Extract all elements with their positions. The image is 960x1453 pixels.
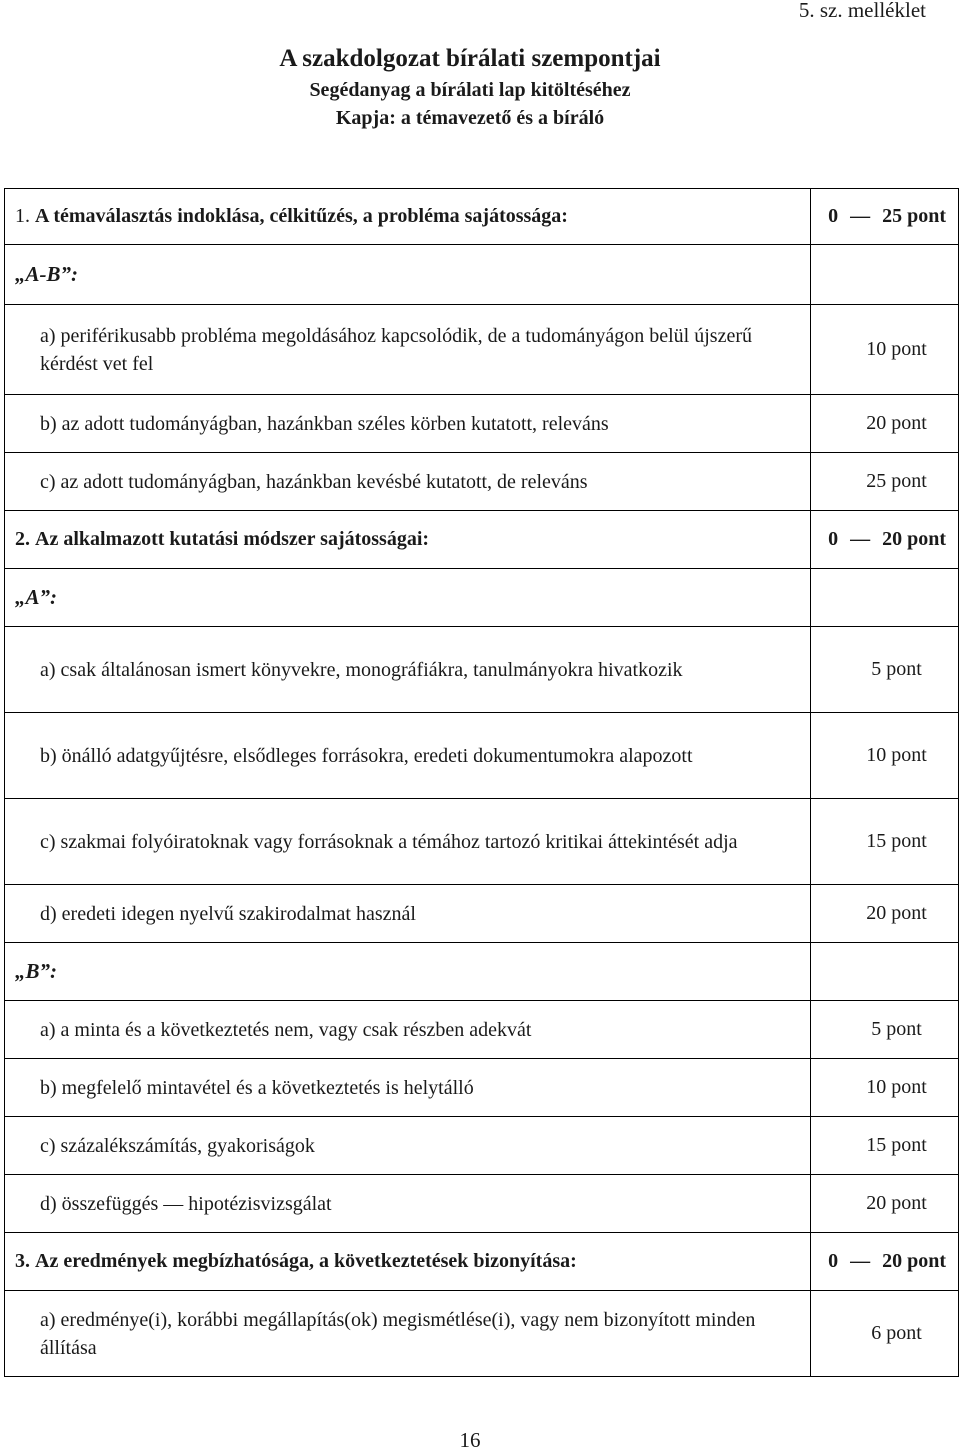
criterion-row [5,1001,811,1059]
criterion-points: 5 pont [811,1001,959,1059]
range-from: 0 [828,528,839,550]
criterion-text: a) csak általánosan ismert könyvekre, monográfiákra, tanulmányokra hivatkozik [40,658,683,681]
section-2-group-a: „A”: [5,569,811,627]
section-2-title: Az alkalmazott kutatási módszer sajátosságai: [35,528,430,550]
section-3-heading [5,1233,811,1291]
criterion-text: c) az adott tudományágban, hazánkban kevésbé kutatott, de releváns [40,470,588,493]
criterion-text: b) önálló adatgyűjtésre, elsődleges forrásokra, eredeti dokumentumokra alapozott [40,744,693,767]
document-subtitle: Segédanyag a bírálati lap kitöltéséhez [309,79,631,101]
section-1-range [811,189,959,245]
criterion-row [5,453,811,511]
criterion-points: 5 pont [811,627,959,713]
section-2-number: 2. [15,528,30,550]
criterion-points: 10 pont [811,1059,959,1117]
range-dash: — [850,1250,871,1272]
criterion-points: 20 pont [811,395,959,453]
range-from: 0 [828,205,839,227]
criterion-text: b) megfelelő mintavétel és a következtetés is helytálló [40,1076,474,1099]
criterion-text: b) az adott tudományágban, hazánkban széles körben kutatott, releváns [40,412,609,435]
criterion-text: d) összefüggés — hipotézisvizsgálat [40,1192,332,1215]
criterion-text: d) eredeti idegen nyelvű szakirodalmat használ [40,902,416,925]
criterion-row [5,305,811,395]
document-title: A szakdolgozat bírálati szempontjai [279,45,661,72]
criterion-points: 15 pont [811,799,959,885]
document-title-block [0,42,940,132]
criterion-text: a) a minta és a következtetés nem, vagy csak részben adekvát [40,1018,532,1041]
page-number: 16 [459,1428,481,1452]
section-1-number: 1. [15,205,30,227]
annex-label: 5. sz. melléklet [798,0,926,22]
criterion-points: 20 pont [811,885,959,943]
criterion-points: 20 pont [811,1175,959,1233]
criterion-row [5,1291,811,1377]
criterion-row [5,885,811,943]
section-1-heading [5,189,811,245]
criterion-points: 15 pont [811,1117,959,1175]
criterion-row [5,799,811,885]
criterion-points: 10 pont [811,713,959,799]
criterion-row [5,713,811,799]
range-from: 0 [828,1250,839,1272]
empty-cell [811,569,959,627]
criterion-row [5,1059,811,1117]
section-1-title: A témaválasztás indoklása, célkitűzés, a probléma sajátossága: [35,205,568,227]
section-3-number: 3. [15,1250,30,1272]
range-dash: — [850,528,871,550]
document-recipients: Kapja: a témavezető és a bíráló [335,107,605,129]
criterion-text: c) százalékszámítás, gyakoriságok [40,1134,315,1157]
range-to: 25 pont [882,205,946,227]
empty-cell [811,245,959,305]
criterion-text: a) periférikusabb probléma megoldásához kapcsolódik, de a tudományágon belül újszerű kérdést vet fel [40,324,752,375]
section-3-range [811,1233,959,1291]
section-2-range [811,511,959,569]
criterion-row [5,1117,811,1175]
section-2-heading [5,511,811,569]
range-to: 20 pont [882,528,946,550]
empty-cell [811,943,959,1001]
criterion-points: 25 pont [811,453,959,511]
criterion-row [5,1175,811,1233]
criteria-table [4,188,959,1377]
criterion-row [5,627,811,713]
range-dash: — [850,205,871,227]
criterion-points: 10 pont [811,305,959,395]
criterion-text: c) szakmai folyóiratoknak vagy forrásoknak a témához tartozó kritikai áttekintését adja [40,830,738,853]
range-to: 20 pont [882,1250,946,1272]
criterion-points: 6 pont [811,1291,959,1377]
section-3-title: Az eredmények megbízhatósága, a következtetések bizonyítása: [35,1250,577,1272]
criterion-row [5,395,811,453]
section-2-group-b: „B”: [5,943,811,1001]
criterion-text: a) eredménye(i), korábbi megállapítás(ok) megismétlése(i), vagy nem bizonyított minden állítása [40,1308,756,1359]
section-1-group-ab: „A-B”: [5,245,811,305]
